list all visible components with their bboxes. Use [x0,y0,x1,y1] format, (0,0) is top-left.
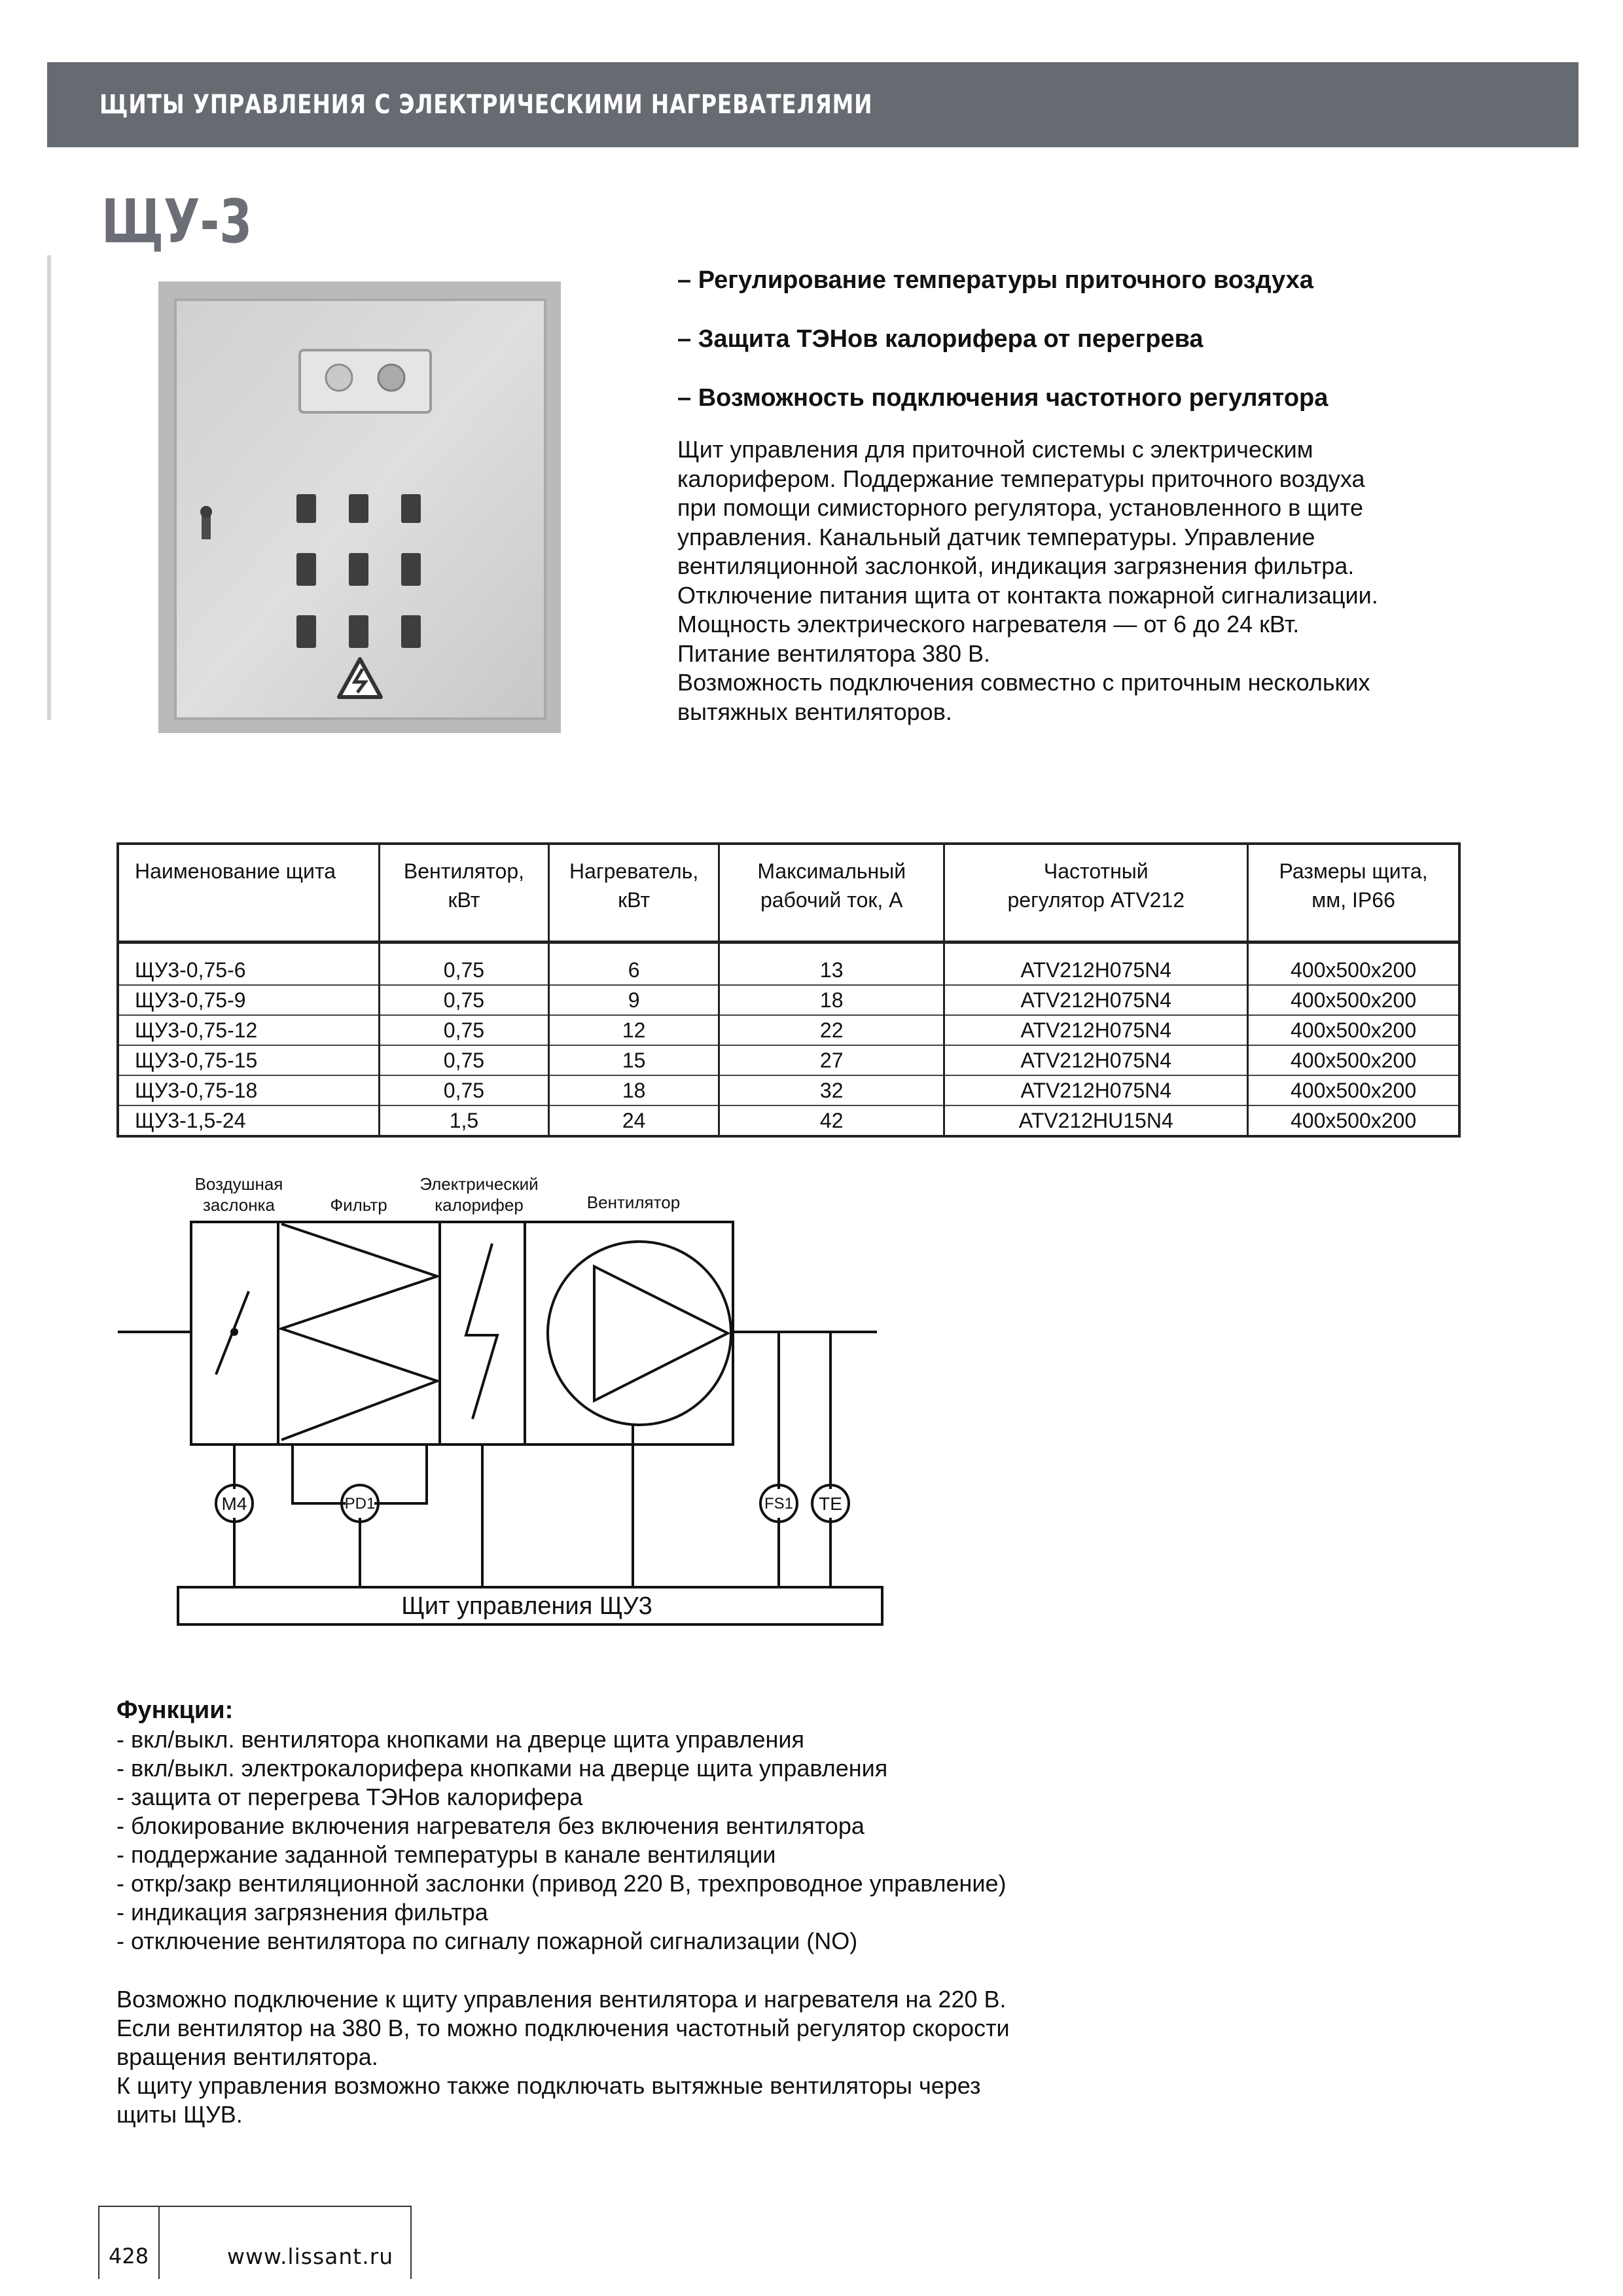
function-item: - индикация загрязнения фильтра [116,1899,488,1926]
sensor-fs1: FS1 [764,1495,794,1513]
cell-heater: 18 [549,1075,719,1105]
feature-item: – Защита ТЭНов калорифера от перегрева [677,325,1204,353]
control-panel-photo [149,268,568,740]
cell-name: ЩУ3-0,75-15 [118,1045,379,1075]
function-item: - вкл/выкл. вентилятора кнопками на дверце щита управления [116,1726,804,1753]
label-heater: Электрический [419,1174,539,1194]
footer-divider [158,2207,160,2279]
cell-current: 13 [719,942,944,986]
functions-section [116,1695,1229,1956]
description-line: при помощи симисторного регулятора, установленного в щите [677,494,1364,521]
table-row [118,1015,1459,1045]
description [677,435,1541,726]
note-line: К щиту управления возможно также подключать вытяжные вентиляторы через [116,2072,981,2099]
cell-vfd: ATV212H075N4 [944,1015,1248,1045]
note-line: вращения вентилятора. [116,2043,378,2070]
cell-fan: 0,75 [379,985,549,1015]
cell-vfd: ATV212H075N4 [944,942,1248,986]
function-item: - блокирование включения нагревателя без включения вентилятора [116,1812,865,1839]
wiring-diagram [98,1158,916,1649]
table-row [118,985,1459,1015]
table-row [118,1075,1459,1105]
feature-list [677,262,1528,439]
table-row [118,1105,1459,1136]
functions-title: Функции: [116,1696,234,1724]
col-header-fan: Вентилятор, кВт [379,844,549,942]
cell-heater: 9 [549,985,719,1015]
website-link[interactable]: www.lissant.ru [227,2244,394,2269]
notes-section [116,1985,1294,2129]
cell-size: 400x500x200 [1248,1015,1459,1045]
label-filter: Фильтр [330,1195,387,1215]
description-line: Возможность подключения совместно с приточным нескольких [677,669,1370,696]
spec-table [116,842,1461,1138]
description-line: Мощность электрического нагревателя — от 6 до 24 кВт. [677,611,1300,637]
page-number: 428 [109,2244,149,2269]
feature-item: – Регулирование температуры приточного воздуха [677,266,1313,294]
table-row [118,1045,1459,1075]
cell-size: 400x500x200 [1248,985,1459,1015]
table-row [118,942,1459,986]
cell-name: ЩУ3-1,5-24 [118,1105,379,1136]
col-header-heater: Нагреватель, кВт [549,844,719,942]
description-line: вентиляционной заслонкой, индикация загрязнения фильтра. [677,552,1355,579]
cell-heater: 15 [549,1045,719,1075]
sensor-te: TE [819,1494,842,1514]
header-title: ЩИТЫ УПРАВЛЕНИЯ С ЭЛЕКТРИЧЕСКИМИ НАГРЕВАТЕЛЯМИ [99,90,873,120]
function-item: - вкл/выкл. электрокалорифера кнопками на дверце щита управления [116,1755,888,1782]
label-fan: Вентилятор [586,1193,681,1212]
description-line: Питание вентилятора 380 В. [677,639,991,667]
cell-size: 400x500x200 [1248,1075,1459,1105]
function-item: - поддержание заданной температуры в канале вентиляции [116,1841,776,1868]
side-rule [47,255,51,720]
cell-vfd: ATV212HU15N4 [944,1105,1248,1136]
label-damper-2: заслонка [202,1195,276,1215]
product-title: ЩУ-3 [101,187,253,257]
col-header-name: Наименование щита [118,844,379,942]
col-header-current: Максимальный рабочий ток, А [719,844,944,942]
sensor-m4: M4 [221,1494,247,1514]
header-bar [47,62,1578,147]
cell-name: ЩУ3-0,75-12 [118,1015,379,1045]
note-line: Возможно подключение к щиту управления вентилятора и нагревателя на 220 В. [116,1986,1007,2013]
cell-fan: 0,75 [379,1075,549,1105]
cell-heater: 24 [549,1105,719,1136]
cell-fan: 0,75 [379,1015,549,1045]
cell-name: ЩУ3-0,75-9 [118,985,379,1015]
note-line: щиты ЩУВ. [116,2101,243,2128]
function-item: - отключение вентилятора по сигналу пожарной сигнализации (NO) [116,1928,858,1954]
feature-item: – Возможность подключения частотного регулятора [677,384,1329,412]
cell-vfd: ATV212H075N4 [944,1075,1248,1105]
cell-heater: 12 [549,1015,719,1045]
key-lock-icon [200,506,212,539]
function-item: - защита от перегрева ТЭНов калорифера [116,1784,583,1810]
cell-current: 18 [719,985,944,1015]
cell-current: 42 [719,1105,944,1136]
sensor-pd1: PD1 [344,1495,376,1513]
cell-fan: 0,75 [379,942,549,986]
table-header-row [118,844,1459,942]
panel-label: Щит управления ЩУ3 [401,1592,652,1620]
cell-current: 32 [719,1075,944,1105]
label-damper: Воздушная [194,1174,283,1194]
page-footer [98,2206,412,2279]
cell-heater: 6 [549,942,719,986]
cell-current: 27 [719,1045,944,1075]
description-line: управления. Канальный датчик температуры. Управление [677,523,1315,550]
switch-button-icon [296,494,421,648]
cell-vfd: ATV212H075N4 [944,1045,1248,1075]
cell-size: 400x500x200 [1248,942,1459,986]
cell-size: 400x500x200 [1248,1105,1459,1136]
description-line: Отключение питания щита от контакта пожарной сигнализации. [677,581,1378,609]
function-item: - откр/закр вентиляционной заслонки (привод 220 В, трехпроводное управление) [116,1870,1007,1897]
cell-fan: 1,5 [379,1105,549,1136]
description-line: вытяжных вентиляторов. [677,698,952,725]
description-line: Щит управления для приточной системы с электрическим [677,436,1313,463]
description-line: калорифером. Поддержание температуры приточного воздуха [677,465,1365,492]
cell-current: 22 [719,1015,944,1045]
note-line: Если вентилятор на 380 В, то можно подключения частотный регулятор скорости [116,2015,1010,2041]
label-heater-2: калорифер [435,1195,524,1215]
col-header-size: Размеры щита, мм, IP66 [1248,844,1459,942]
cell-size: 400x500x200 [1248,1045,1459,1075]
cell-name: ЩУ3-0,75-6 [118,942,379,986]
cell-name: ЩУ3-0,75-18 [118,1075,379,1105]
cell-vfd: ATV212H075N4 [944,985,1248,1015]
cell-fan: 0,75 [379,1045,549,1075]
col-header-vfd: Частотный регулятор ATV212 [944,844,1248,942]
